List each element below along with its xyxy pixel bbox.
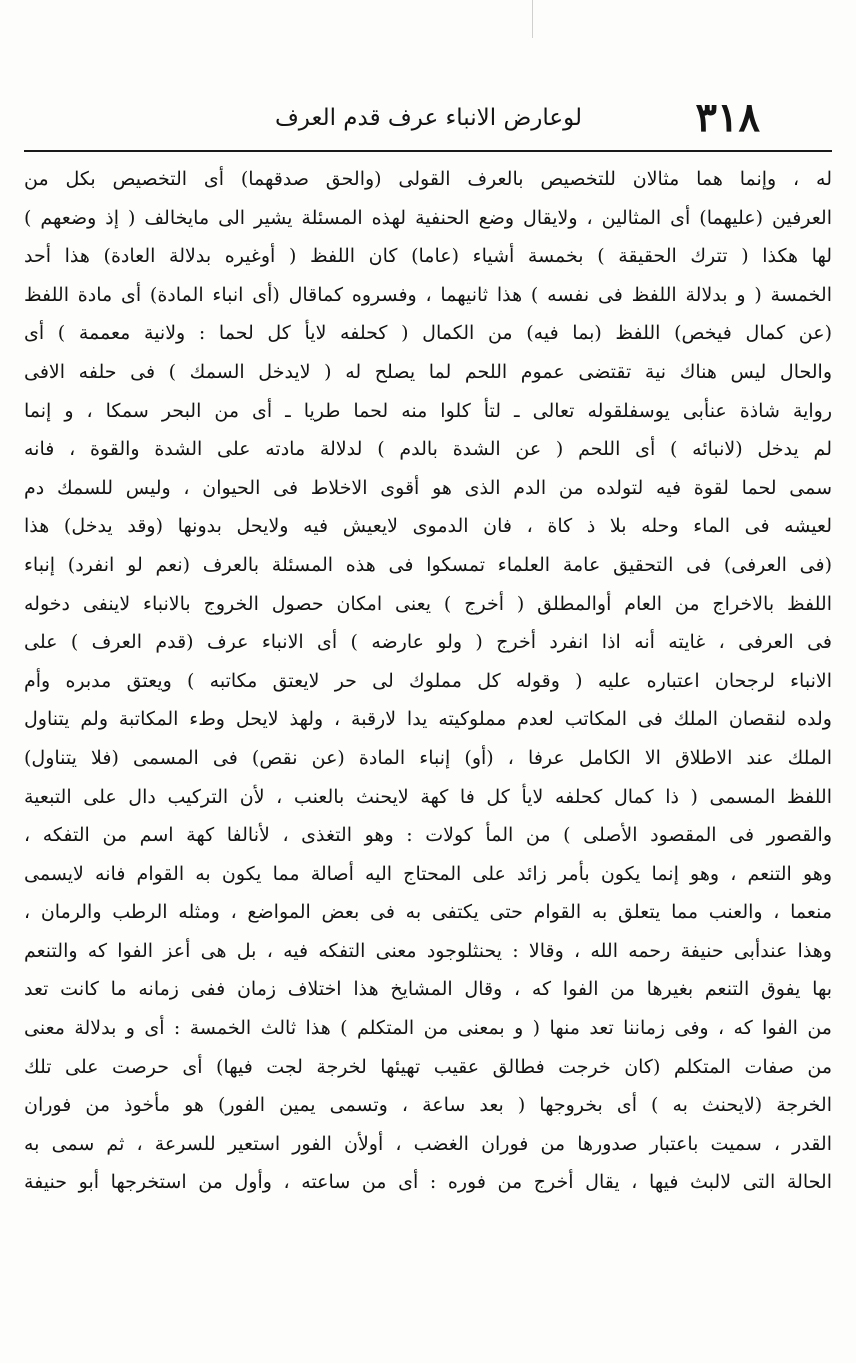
text-line: (عن كمال فيخص) اللفظ (بما فيه) من الكمال ( كحلفه لايأ كل لحما : ولانية معممة ) أى [24,322,832,345]
text-line: من صفات المتكلم (كان خرجت فطالق عقيب تهيئها لخرجة لجت فيها) أى حرصت على تلك [24,1055,832,1078]
text-line: اللفظ المسمى ( ذا كمال كحلفه لايأ كل فا كهة لايحنث بالعنب ، لأن التركيب دال على التبعية [24,785,832,808]
header-rule [24,150,832,152]
text-line: سمى لحما لقوة فيه لتولده من الدم الذى هو أقوى الاخلاط فى الحيوان ، وليس للسمك دم [24,476,832,499]
text-line: الانباء لرجحان اعتباره عليه ( وقوله كل مملوك لى حر لايعتق مكاتبه ) ويعتق مدبره وأم [24,669,832,692]
text-line: والحال ليس هناك نية تقتضى عموم اللحم لما يصلح له ( لايدخل السمك ) فى حلفه الافى [24,360,832,383]
page-header [24,92,832,150]
text-line: الملك عند الاطلاق الا الكامل عرفا ، (أو) إنباء المادة (عن نقص) فى المسمى (فلا يتناول) [24,746,832,769]
text-line: الخرجة (لايحنث به ) أى بخروجها ( بعد ساعة ، وتسمى يمين الفور) هو مأخوذ من فوران [24,1094,832,1117]
text-line: العرفين (عليهما) أى المثالين ، ولايقال وضع الحنفية لهذه المسئلة يشير الى مايخالف ( إذ وضعهم ) [24,206,832,229]
text-line: وهو التنعم ، وهو إنما يكون بأمر زائد على المحتاج اليه أصالة مما يكون به القوام فانه لايسمى [24,862,832,885]
text-line: له ، وإنما هما مثالان للتخصيص بالعرف القولى (والحق صدقهما) أى التخصيص بكل من [24,168,832,190]
binding-line [532,0,533,38]
text-line: والقصور فى المقصود الأصلى ) من المأ كولات : وهو التغذى ، لأنالفا كهة اسم من التفكه ، [24,824,832,847]
text-line: وهذا عندأبى حنيفة رحمه الله ، وقالا : يحنثلوجود معنى التفكه فيه ، بل هى أعز الفوا كه والتنعم [24,939,832,962]
text-line: الخمسة ( و بدلالة اللفظ فى نفسه ) هذا ثانيهما ، وفسروه كماقال (أى انباء المادة) أى مادة اللفظ [24,283,832,306]
text-line: الحالة التى لالبث فيها ، يقال أخرج من فوره : أى من ساعته ، وأول من استخرجها أبو حنيفة [24,1171,832,1194]
text-line: القدر ، سميت باعتبار صدورها من فوران الغضب ، أولأن الفور استعير للسرعة ، ثم سمى به [24,1132,832,1155]
page-number: ٣١٨ [695,94,760,141]
text-line: اللفظ بالاخراج من العام أوالمطلق ( أخرج ) يعنى امكان حصول الخروج بالانباء لاينفى دخوله [24,592,832,615]
text-line: بها يفوق التنعم بغيرها من الفوا كه ، وقال المشايخ هذا اختلاف زمان ففى زمانه ما كانت تعد [24,978,832,1001]
running-title: لوعارض الانباء عرف قدم العرف [274,105,582,131]
text-line: ولده لنقصان الملك فى المكاتب لعدم مملوكيته يدا لارقبة ، ولهذ لايحل وطء المكاتبة ولم يتناول [24,708,832,731]
text-line: لها هكذا ( تترك الحقيقة ) بخمسة أشياء (عاما) كان اللفظ ( أوغيره بدلالة العادة) هذا أحد [24,245,832,268]
text-line: لم يدخل (لانبائه ) أى اللحم ( عن الشدة بالدم ) لدلالة مادته على الشدة والقوة ، فانه [24,438,832,461]
text-line: منعما ، والعنب مما يتعلق به القوام حتى يكتفى به فى بعض المواضع ، ومثله الرطب والرمان ، [24,901,832,924]
text-line: من الفوا كه ، وفى زماننا تعد منها ( و بمعنى من المتكلم ) هذا ثالث الخمسة : أى و بدلالة معنى [24,1017,832,1040]
body-text [24,160,832,1202]
text-line: رواية شاذة عنأبى يوسفلقوله تعالى ـ لتأ كلوا منه لحما طريا ـ أى من البحر سمكا ، و إنما [24,399,832,422]
text-line: فى العرفى ، غايته أنه اذا انفرد أخرج ( ولو عارضه ) أى الانباء عرف (قدم العرف ) على [24,631,832,654]
text-line: (فى العرفى) فى التحقيق عامة العلماء تمسكوا فى هذه المسئلة بالعرف (نعم لو انفرد) إنباء [24,553,832,576]
text-line: لعيشه فى الماء وحله بلا ذ كاة ، فان الدموى لايعيش فيه ولايحل بدونها (وقد يدخل) هذا [24,515,832,538]
